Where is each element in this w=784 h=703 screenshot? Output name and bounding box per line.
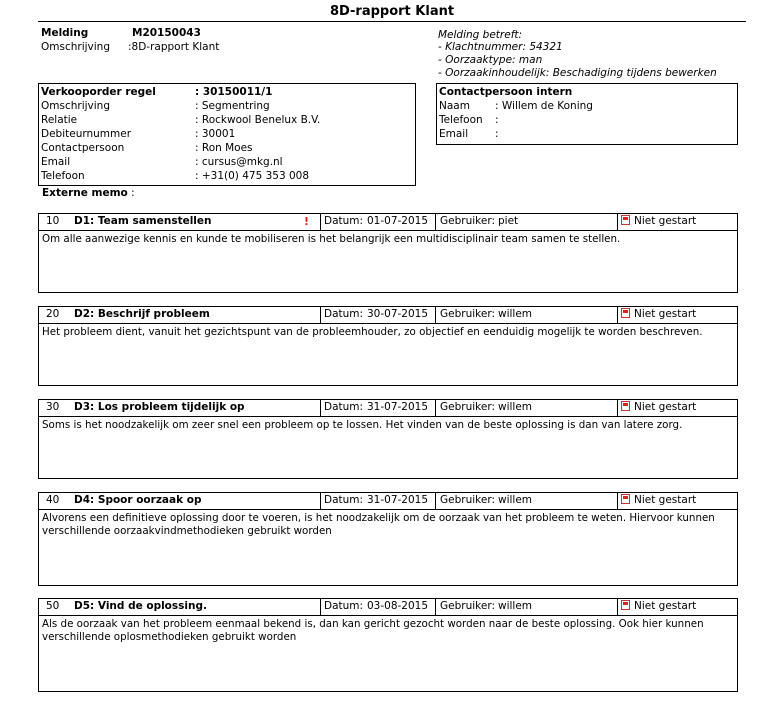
step-description: Om alle aanwezige kennis en kunde te mobiliseren is het belangrijk een multidisciplinair team samen te stellen.	[42, 233, 621, 245]
date-label: Datum:	[324, 600, 364, 612]
melding-label: Melding	[41, 27, 89, 39]
step-block	[38, 399, 738, 479]
betreft-line: - Oorzaakinhoudelijk: Beschadiging tijdens bewerken	[438, 67, 717, 79]
step-description: Als de oorzaak van het probleem eenmaal bekend is, dan kan gericht gezocht worden naar de beste oplossing. Ook hier kunnen verschillende oplosmethodieken gebruikt worden	[42, 618, 704, 643]
omschrijving-label: Omschrijving	[41, 41, 110, 53]
status: Niet gestart	[621, 400, 696, 416]
step-number: 10	[46, 215, 60, 227]
step-user: willem	[498, 600, 533, 612]
flag-icon	[621, 600, 630, 610]
date-label: Datum:	[324, 494, 364, 506]
contact-box	[436, 83, 738, 145]
step-header	[39, 493, 737, 510]
date-label: Datum:	[324, 215, 364, 227]
melding-value: M20150043	[132, 27, 201, 39]
page-title: 8D-rapport Klant	[329, 4, 455, 19]
order-row: Debiteurnummer : 30001	[41, 128, 236, 140]
status: Niet gestart	[621, 599, 696, 615]
step-title: D1: Team samenstellen	[74, 215, 212, 227]
date-label: Datum:	[324, 308, 364, 320]
order-heading: Verkooporder regel : 30150011/1	[41, 86, 273, 98]
contact-row: Email :	[439, 128, 499, 140]
step-date: 31-07-2015	[367, 401, 429, 413]
contact-row: Naam : Willem de Koning	[439, 100, 593, 112]
title-divider	[38, 21, 746, 22]
step-date: 03-08-2015	[367, 600, 429, 612]
step-title: D4: Spoor oorzaak op	[74, 494, 202, 506]
step-number: 50	[46, 600, 60, 612]
status: Niet gestart	[621, 214, 696, 230]
order-row: Contactpersoon : Ron Moes	[41, 142, 253, 154]
step-header	[39, 214, 737, 231]
order-row: Omschrijving : Segmentring	[41, 100, 270, 112]
step-description: Soms is het noodzakelijk om zeer snel een probleem op te lossen. Het vinden van de beste oplossing is dan van latere zorg.	[42, 419, 683, 431]
status: Niet gestart	[621, 307, 696, 323]
step-number: 20	[46, 308, 60, 320]
step-number: 40	[46, 494, 60, 506]
step-description: Het probleem dient, vanuit het gezichtspunt van de probleemhouder, zo objectief en eenduidig mogelijk te worden beschreven.	[42, 326, 703, 338]
step-date: 01-07-2015	[367, 215, 429, 227]
step-date: 30-07-2015	[367, 308, 429, 320]
step-block	[38, 598, 738, 692]
user-label: Gebruiker:	[440, 401, 495, 413]
contact-row: Telefoon :	[439, 114, 499, 126]
externe-memo: Externe memo :	[42, 187, 135, 199]
user-label: Gebruiker:	[440, 215, 495, 227]
step-description: Alvorens een definitieve oplossing door te voeren, is het noodzakelijk om de oorzaak van het probleem te weten. Hiervoor kunnen verschillende oorzaakvindmethodieken gebruikt worden	[42, 512, 715, 537]
order-row: Relatie : Rockwool Benelux B.V.	[41, 114, 321, 126]
user-label: Gebruiker:	[440, 308, 495, 320]
status: Niet gestart	[621, 493, 696, 509]
step-block	[38, 306, 738, 386]
flag-icon	[621, 215, 630, 225]
omschrijving-value: :8D-rapport Klant	[128, 41, 220, 53]
step-title: D3: Los probleem tijdelijk op	[74, 401, 245, 413]
betreft-line: - Klachtnummer: 54321	[438, 41, 563, 53]
date-label: Datum:	[324, 401, 364, 413]
user-label: Gebruiker:	[440, 600, 495, 612]
step-user: willem	[498, 401, 533, 413]
step-title: D2: Beschrijf probleem	[74, 308, 210, 320]
step-date: 31-07-2015	[367, 494, 429, 506]
user-label: Gebruiker:	[440, 494, 495, 506]
betreft-line: - Oorzaaktype: man	[438, 54, 543, 66]
step-title: D5: Vind de oplossing.	[74, 600, 207, 612]
alert-icon: !	[304, 215, 310, 228]
step-user: piet	[498, 215, 519, 227]
flag-icon	[621, 401, 630, 411]
step-header	[39, 307, 737, 324]
step-user: willem	[498, 494, 533, 506]
betreft-title: Melding betreft:	[438, 29, 523, 41]
order-box	[38, 83, 416, 186]
order-row: Email : cursus@mkg.nl	[41, 156, 283, 168]
step-number: 30	[46, 401, 60, 413]
step-header	[39, 400, 737, 417]
order-row: Telefoon : +31(0) 475 353 008	[41, 170, 310, 182]
flag-icon	[621, 308, 630, 318]
contact-heading: Contactpersoon intern	[439, 86, 573, 98]
step-user: willem	[498, 308, 533, 320]
step-block	[38, 492, 738, 586]
flag-icon	[621, 494, 630, 504]
step-header	[39, 599, 737, 616]
step-block	[38, 213, 738, 293]
